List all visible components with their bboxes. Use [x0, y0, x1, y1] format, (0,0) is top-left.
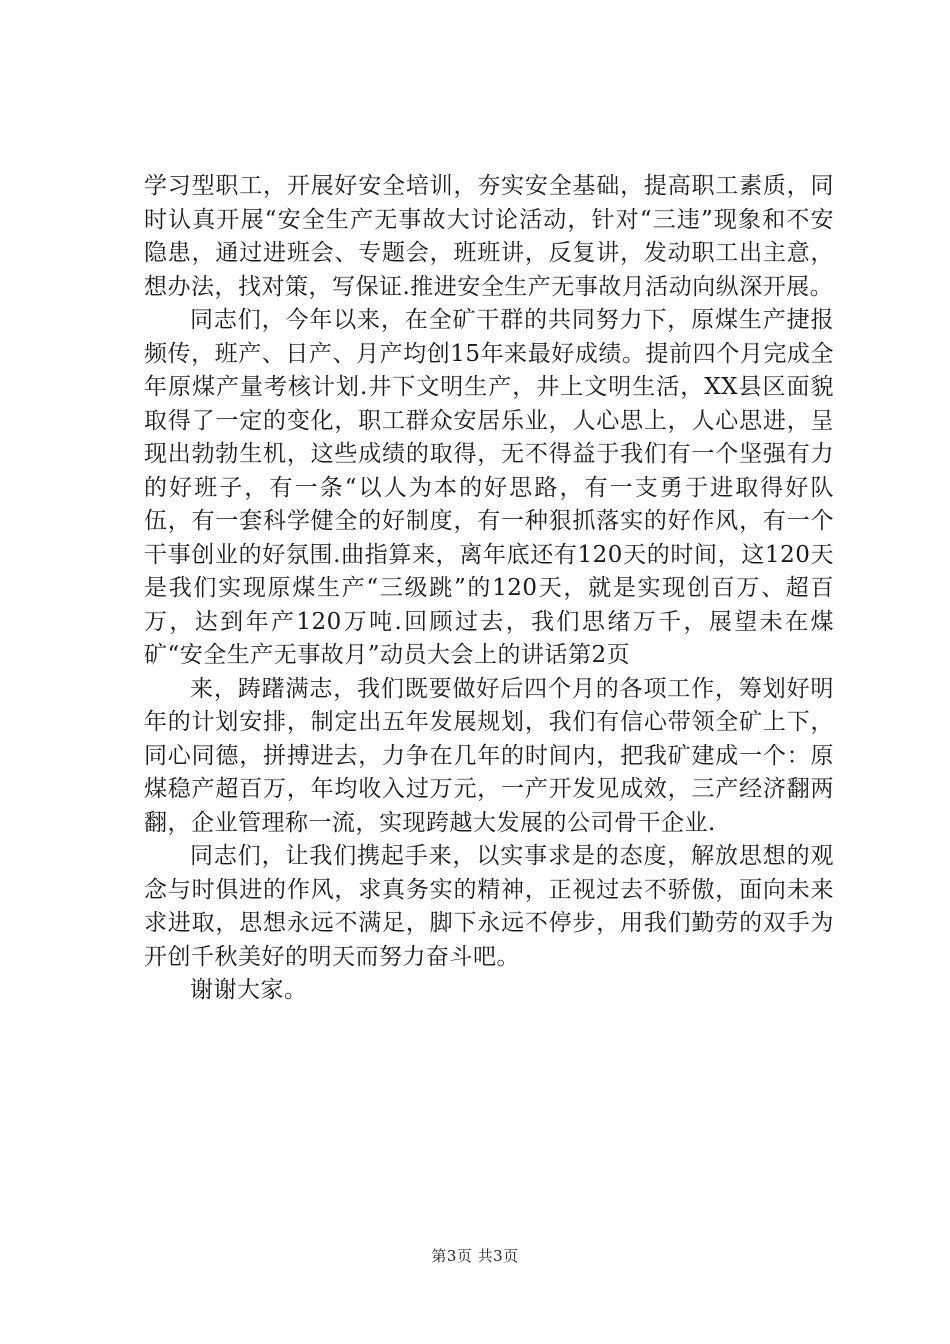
- paragraph-continuation: 学习型职工，开展好安全培训，夯实安全基础，提高职工素质，同时认真开展“安全生产无事故大讨论活动，针对“三违”现象和不安隐患，通过进班会、专题会，班班讲，反复讲，发动职工出主意，想办法，找对策，写保证.推进安全生产无事故月活动向纵深开展。: [144, 173, 834, 300]
- document-body: [144, 170, 834, 1008]
- paragraph-future-plans: 来，踌躇满志，我们既要做好后四个月的各项工作，筹划好明年的计划安排，制定出五年发展规划，我们有信心带领全矿上下，同心同德，拼搏进去，力争在几年的时间内，把我矿建成一个：原煤稳产超百万，年均收入过万元，一产开发见成效，三产经济翻两翻，企业管理称一流，实现跨越大发展的公司骨干企业.: [144, 675, 834, 836]
- paragraph-closing-thanks: 谢谢大家。: [190, 977, 308, 1003]
- paragraph-achievements: 同志们，今年以来，在全矿干群的共同努力下，原煤生产捷报频传，班产、日产、月产均创15年来最好成绩。提前四个月完成全年原煤产量考核计划.井下文明生产，井上文明生活，XX县区面貌取得了一定的变化，职工群众安居乐业，人心思上，人心思进，呈现出勃勃生机，这些成绩的取得，无不得益于我们有一个坚强有力的好班子，有一条“以人为本的好思路，有一支勇于进取得好队伍，有一套科学健全的好制度，有一种狠抓落实的好作风，有一个干事创业的好氛围.曲指算来，离年底还有120天的时间，这120天是我们实现原煤生产“三级跳”的120天，就是实现创百万、超百万，达到年产120万吨.回顾过去，我们思绪万千，展望未在煤矿“安全生产无事故月”动员大会上的讲话第2页: [144, 307, 834, 668]
- page-footer: 第3页 共3页: [431, 1247, 519, 1265]
- paragraph-call-to-action: 同志们，让我们携起手来，以实事求是的态度，解放思想的观念与时俱进的作风，求真务实的精神，正视过去不骄傲，面向未来求进取，思想永远不满足，脚下永远不停步，用我们勤劳的双手为开创千秋美好的明天而努力奋斗吧。: [144, 843, 834, 970]
